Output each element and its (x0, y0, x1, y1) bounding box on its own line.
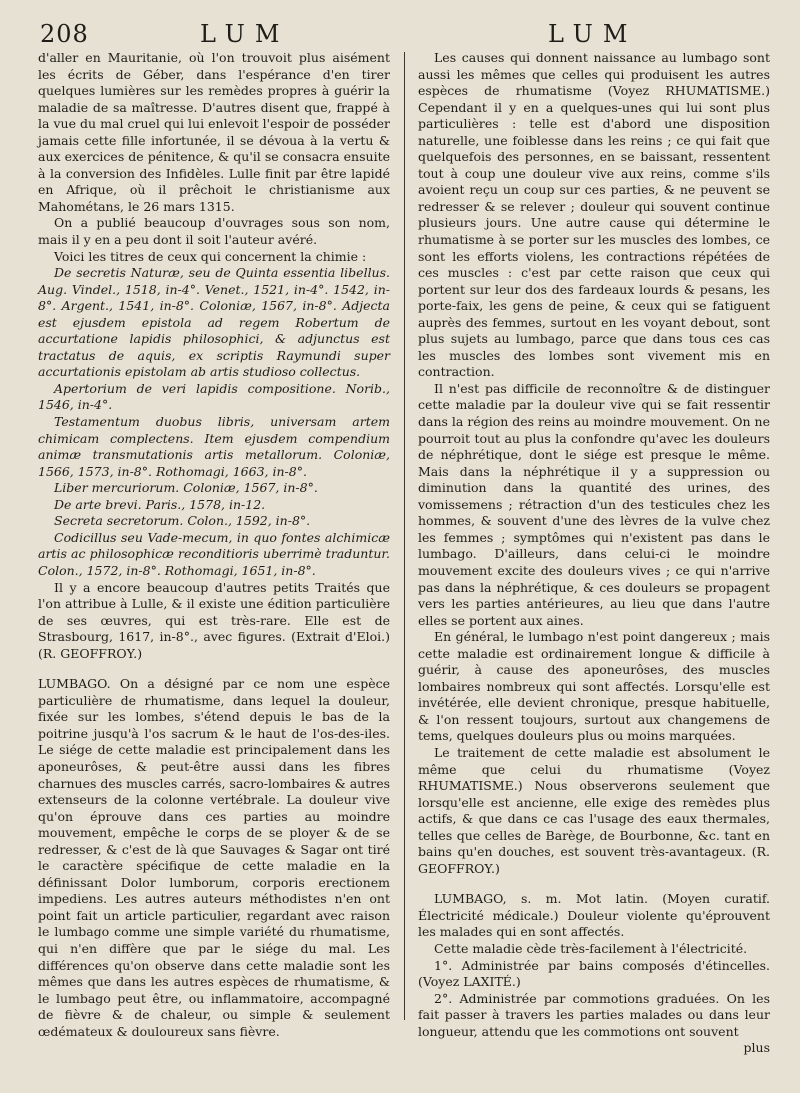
paragraph: Il y a encore beaucoup d'autres petits Traités que l'on attribue à Lulle, & il existe une édition particulière de ses œuvres, qui est très-rare. Elle est de Strasbourg, 1617, in-8°., avec figures. (Extrait d'Eloi.) (R. GEOFFROY.) (38, 579, 390, 661)
section-gap (418, 877, 770, 891)
paragraph: 2°. Administrée par commotions graduées. On les fait passer à travers les parties malades ou dans leur longueur, attendu que les commotions ont souvent (418, 990, 770, 1039)
bibliography-entry: Secreta secretorum. Colon., 1592, in-8°. (54, 513, 311, 529)
bibliography-entry: Liber mercuriorum. Coloniæ, 1567, in-8°. (54, 480, 318, 496)
running-head-left: LUM (200, 20, 290, 48)
paragraph: Il n'est pas difficile de reconnoître & de distinguer cette maladie par la douleur vive qui se fait ressentir dans la région des reins au moindre mouvement. On ne pourroit tout au plus la confondre qu'avec les douleurs de néphrétique, dont le siége est presque le même. Mais dans la néphrétique il y a suppression ou diminution dans la quantité des urines, des vomissemens ; rétraction d'un des testicules chez les hommes, & souvent d'une des lèvres de la vulve chez les femmes ; symptômes qui n'existent pas dans le lumbago. D'ailleurs, dans celui-ci le moindre mouvement excite des douleurs vives ; ce qui n'arrive pas dans la néphrétique, & ces douleurs se propagent vers les parties antérieures, au lieu que dans l'autre elles se portent aux aines. (418, 380, 770, 628)
paragraph: On a publié beaucoup d'ouvrages sous son nom, mais il y en a peu dont il soit l'auteur avéré. (38, 215, 390, 248)
running-head-right: LUM (548, 20, 638, 48)
article-lumbago-electricity: LUMBAGO, s. m. Mot latin. (Moyen curatif. Électricité médicale.) Douleur violente qu'éprouvent les malades qui en sont affectés. (418, 891, 770, 940)
bibliography-entry: Apertorium de veri lapidis compositione. Norib., 1546, in-4°. (38, 380, 390, 413)
paragraph: En général, le lumbago n'est point dangereux ; mais cette maladie est ordinairement longue & difficile à guérir, à cause des aponeurôses, des muscles lombaires nombreux qui sont affectés. Lorsqu'elle est invétérée, elle devient chronique, presque habituelle, & l'on ressent toujours, surtout aux changemens de tems, quelques douleurs plus ou moins marquées. (418, 629, 770, 744)
column-divider (404, 52, 405, 1020)
paragraph: Voici les titres de ceux qui concernent la chimie : (54, 248, 367, 264)
paragraph: d'aller en Mauritanie, où l'on trouvoit plus aisément les écrits de Géber, dans l'espérance d'en tirer quelques lumières sur les remèdes propres à guérir la maladie de sa maîtresse. D'autres disent que, frappé à la vue du mal cruel qui lui enlevoit l'espoir de posséder jamais cette fille infortunée, il se dévoua à la vertu & aux exercices de pénitence, & qu'il se consacra ensuite à la conversion des Infidèles. Lulle finit par être lapidé en Afrique, où il prêchoit le christianisme aux Mahométans, le 26 mars 1315. (38, 50, 390, 214)
catchword: plus (743, 1040, 770, 1056)
section-gap (38, 662, 390, 676)
paragraph: Le traitement de cette maladie est absolument le même que celui du rhumatisme (Voyez RHUMATISME.) Nous observerons seulement que lorsqu'elle est ancienne, elle exige des remèdes plus actifs, & que dans ce cas l'usage des eaux thermales, telles que celles de Barège, de Bourbonne, &c. tant en bains qu'en douches, est souvent très-avantageux. (R. GEOFFROY.) (418, 744, 770, 876)
paragraph: Les causes qui donnent naissance au lumbago sont aussi les mêmes que celles qui produisent les autres espèces de rhumatisme (Voyez RHUMATISME.) Cependant il y en a quelques-unes qui lui sont plus particulières : telle est d'abord une disposition naturelle, une foiblesse dans les reins ; ce qui fait que quelquefois des personnes, en se baissant, ressentent tout à coup une douleur vive aux reins, comme s'ils avoient reçu un coup sur ces parties, & ne peuvent se redresser & se relever ; douleur qui souvent continue plusieurs jours. Une autre cause qui détermine le rhumatisme à se porter sur les muscles des lombes, ce sont les efforts violens, les contractions répétées de ces muscles : c'est par cette raison que ceux qui portent sur leur dos des fardeaux lourds & pesans, les porte-faix, les gens de peine, & ceux qui se fatiguent auprès des femmes, surtout en les voyant debout, sont plus sujets au lumbago, parce que dans tous ces cas les muscles des lombes sont vivement mis en contraction. (418, 50, 770, 380)
bibliography-entry: Codicillus seu Vade-mecum, in quo fontes alchimicæ artis ac philosophicæ reconditioris uberrimè traduntur. Colon., 1572, in-8°. Rothomagi, 1651, in-8°. (38, 529, 390, 578)
bibliography-entry: De secretis Naturæ, seu de Quinta essentia libellus. Aug. Vindel., 1518, in-4°. Venet., 1521, in-4°. 1542, in-8°. Argent., 1541, in-8°. Coloniæ, 1567, in-8°. Adjecta est ejusdem epistola ad regem Robertum de accurtatione lapidis philosophici, & adjunctus est tractatus de aquis, ex scriptis Raymundi super accurtationis epistolam ab artis studioso collectus. (38, 265, 390, 380)
paragraph: 1°. Administrée par bains composés d'étincelles. (Voyez LAXITÉ.) (418, 957, 770, 990)
paragraph: Cette maladie cède très-facilement à l'électricité. (434, 940, 748, 956)
bibliography-entry: Testamentum duobus libris, universam artem chimicam complectens. Item ejusdem compendium animæ transmutationis artis metallorum. Coloniæ, 1566, 1573, in-8°. Rothomagi, 1663, in-8°. (38, 414, 390, 479)
bibliography-entry: De arte brevi. Paris., 1578, in-12. (54, 496, 266, 512)
page-number: 208 (40, 20, 89, 48)
left-column (38, 50, 390, 1040)
article-lumbago: LUMBAGO. On a désigné par ce nom une espèce particulière de rhumatisme, dans lequel la douleur, fixée sur les lombes, s'étend depuis le bas de la poitrine jusqu'à l'os sacrum & le haut de l'os-des-iles. Le siége de cette maladie est principalement dans les aponeurôses, & peut-être aussi dans les fibres charnues des muscles carrés, sacro-lombaires & autres extenseurs de la colonne vertébrale. La douleur vive qu'on éprouve dans ces parties au moindre mouvement, empêche le corps de se ployer & de se redresser, & c'est de là que Sauvages & Sagar ont tiré le caractère spécifique de cette maladie en la définissant Dolor lumborum, corporis erectionem impediens. Les autres auteurs méthodistes n'en ont point fait un article particulier, regardant avec raison le lumbago comme une simple variété du rhumatisme, qui n'en diffère que par le siége du mal. Les différences qu'on observe dans cette maladie sont les mêmes que dans les autres espèces de rhumatisme, & le lumbago peut être, ou inflammatoire, accompagné de fièvre & de chaleur, ou simple & seulement œdémateux & douloureux sans fièvre. (38, 676, 391, 1039)
right-column (418, 50, 770, 1057)
